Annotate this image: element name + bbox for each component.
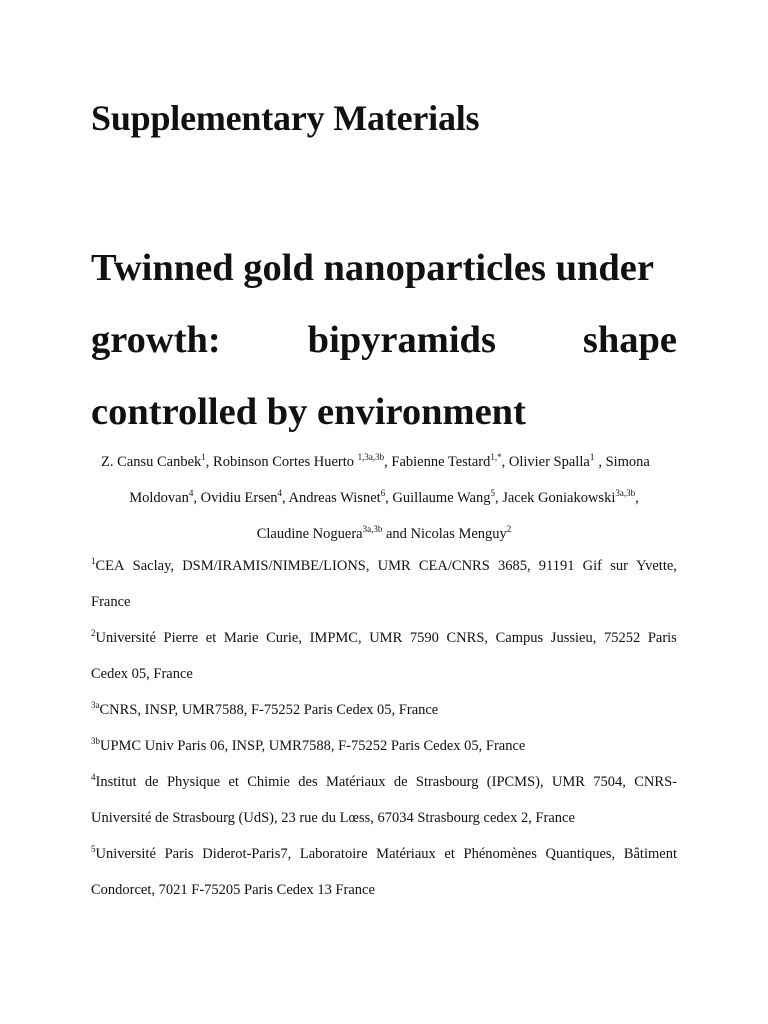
affiliation-1 — [91, 548, 677, 620]
author: Moldovan$^4$ — [129, 488, 194, 506]
author: , Ovidiu Ersen$^4$ — [193, 488, 283, 506]
author: , Jacek Goniakowski$^{3a,3b}$ — [494, 488, 636, 506]
affiliation-word: 3685, — [497, 558, 531, 574]
affiliation-line: France — [91, 594, 131, 610]
affiliation-4 — [91, 764, 677, 836]
affiliation-word: Matériaux — [325, 774, 386, 790]
paper-title — [91, 232, 677, 448]
affiliation-word: Marie — [223, 630, 259, 646]
affiliation-word: et — [228, 774, 239, 790]
affiliation-word: IMPMC, — [309, 630, 362, 646]
affiliation-word: (IPCMS), — [486, 774, 544, 790]
affiliation-line: Condorcet, 7021 F-75205 Paris Cedex 13 France — [91, 882, 375, 898]
author: , Fabienne Testard$^{1,*}$ — [384, 452, 502, 470]
affiliation-word: Phénomènes — [463, 846, 537, 862]
title-line-1: Twinned gold nanoparticles under — [91, 247, 654, 289]
affiliation-5 — [91, 836, 677, 908]
affiliation-word: DSM/IRAMIS/NIMBE/LIONS, — [182, 558, 370, 574]
affiliation-2 — [91, 620, 677, 692]
affiliation-word: Laboratoire — [299, 846, 368, 862]
title-word: shape — [582, 319, 677, 361]
affiliation-word: Curie, — [266, 630, 302, 646]
affiliation-word: sur — [610, 558, 628, 574]
affiliation-word: Jussieu, — [550, 630, 597, 646]
affiliation-word: Strasbourg — [415, 774, 479, 790]
affiliation-word: Physique — [166, 774, 221, 790]
affiliation-line: $^{3b}$UPMC Univ Paris 06, INSP, UMR7588, F-75252 Paris Cedex 05, France — [91, 736, 526, 754]
affiliation-word: Yvette, — [636, 558, 677, 574]
affiliation-word: Campus — [495, 630, 544, 646]
title-word: bipyramids — [307, 319, 496, 361]
author: Z. Cansu Canbek$^1$ — [101, 452, 206, 470]
affiliation-line — [91, 764, 677, 800]
affiliation-word: Bâtiment — [623, 846, 677, 862]
author: , Robinson Cortes Huerto $^{1,3a,3b}$ — [205, 452, 385, 470]
title-word: growth: — [91, 319, 221, 361]
affiliation-word: $^2$Université — [91, 628, 156, 646]
affiliation-word: 7504, — [593, 774, 626, 790]
affiliation-word: des — [298, 774, 318, 790]
author: , — [635, 490, 639, 506]
author-line-2 — [91, 480, 677, 516]
affiliation-word: $^5$Université — [91, 844, 156, 862]
affiliation-word: Gif — [582, 558, 603, 574]
affiliation-word: Paris — [647, 630, 677, 646]
affiliation-3a — [91, 692, 677, 728]
affiliation-word: CNRS- — [634, 774, 677, 790]
affiliation-3b — [91, 728, 677, 764]
affiliation-word: $^4$Institut — [91, 772, 137, 790]
affiliation-word: et — [205, 630, 217, 646]
affiliation-word: 75252 — [603, 630, 641, 646]
affiliation-line — [91, 620, 677, 656]
affiliation-word: CEA/CNRS — [418, 558, 490, 574]
title-line-2 — [91, 304, 677, 376]
affiliation-word: UMR — [377, 558, 411, 574]
affiliation-word: et — [444, 846, 455, 862]
affiliation-word: 7590 — [409, 630, 439, 646]
supplementary-heading: Supplementary Materials — [91, 98, 480, 138]
author-line-3 — [91, 516, 677, 552]
author: Claudine Noguera$^{3a,3b}$ — [256, 524, 383, 542]
author: , Simona — [598, 454, 650, 470]
affiliation-line: Cedex 05, France — [91, 666, 193, 682]
affiliation-word: de — [144, 774, 159, 790]
affiliation-word: Paris — [164, 846, 194, 862]
affiliation-word: $^1$CEA — [91, 556, 125, 574]
affiliation-line — [91, 548, 677, 584]
affiliation-word: de — [393, 774, 408, 790]
affiliation-list — [91, 548, 677, 908]
author: , Andreas Wisnet$^6$ — [282, 488, 386, 506]
affiliation-word: 91191 — [538, 558, 575, 574]
affiliation-word: UMR — [369, 630, 403, 646]
author-line-1 — [91, 444, 669, 480]
affiliation-word: Chimie — [247, 774, 290, 790]
affiliation-word: CNRS, — [446, 630, 489, 646]
affiliation-word: Quantiques, — [545, 846, 616, 862]
author: , Guillaume Wang$^5$ — [385, 488, 495, 506]
author: and Nicolas Menguy$^2$ — [382, 524, 512, 542]
author: , Olivier Spalla$^1$ — [501, 452, 595, 470]
affiliation-line: $^{3a}$CNRS, INSP, UMR7588, F-75252 Paris Cedex 05, France — [91, 700, 439, 718]
affiliation-word: Pierre — [163, 630, 199, 646]
affiliation-word: Diderot-Paris7, — [202, 846, 292, 862]
affiliation-line: Université de Strasbourg (UdS), 23 rue du Lœss, 67034 Strasbourg cedex 2, France — [91, 810, 575, 826]
affiliation-word: Matériaux — [376, 846, 436, 862]
affiliation-word: Saclay, — [132, 558, 175, 574]
affiliation-line — [91, 836, 677, 872]
author-list — [91, 444, 677, 552]
title-line-3: controlled by environment — [91, 391, 526, 433]
affiliation-word: UMR — [551, 774, 585, 790]
